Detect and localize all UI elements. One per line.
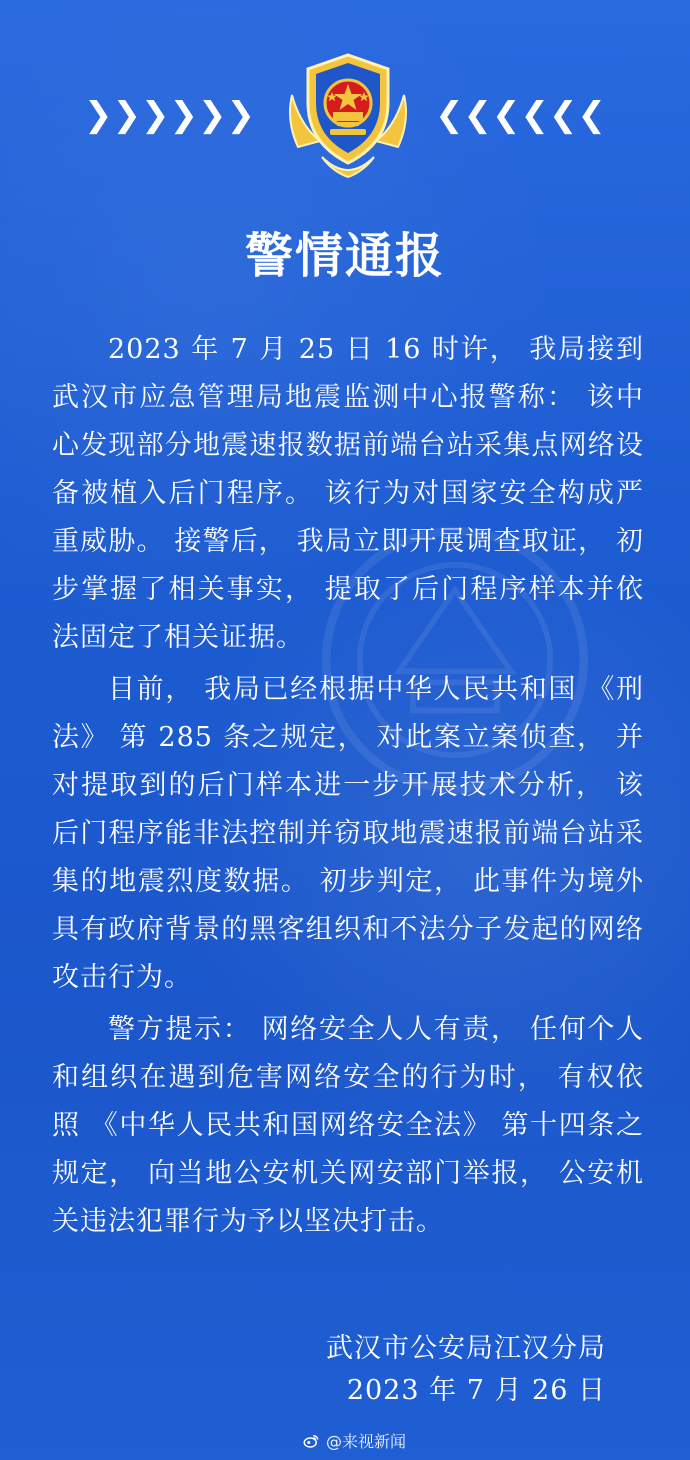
signature-org: 武汉市公安局江汉分局 [326,1333,606,1364]
signature-date: 2023 年 7 月 26 日 [346,1375,606,1406]
paragraph-1: 2023 年 7 月 25 日 16 时许， 我局接到武汉市应急管理局地震监测中心报警称： 该中心发现部分地震速报数据前端台站采集点网络设备被植入后门程序。 该行为对国家安全构成严重威胁。 接警后， 我局立即开展调查取证， 初步掌握了相关事实， 提取了后门程序样本并依法固定了相关证据。 [52,334,644,653]
weibo-icon [302,1432,320,1450]
source-tag [302,1429,406,1452]
right-chevron-decoration: ❮❮❮❮❮❮ [435,95,606,135]
signature-block [326,1328,606,1412]
page-title: 警情通报 [244,228,445,284]
left-chevron-decoration: ❯❯❯❯❯❯ [84,95,255,135]
source-label: @来视新闻 [325,1432,406,1451]
police-emblem-icon [278,45,418,190]
paragraph-3: 警方提示： 网络安全人人有责， 任何个人和组织在遇到危害网络安全的行为时， 有权依照 《中华人民共和国网络安全法》 第十四条之规定， 向当地公安机关网安部门举报， 公安机关违法犯罪行为予以坚决打击。 [52,1014,644,1237]
document-body [52,326,644,1250]
header [0,0,690,300]
paragraph-2: 目前， 我局已经根据中华人民共和国 《刑法》 第 285 条之规定， 对此案立案侦查， 并对提取到的后门样本进一步开展技术分析， 该后门程序能非法控制并窃取地震速报前端台站采集的地震烈度数据。 初步判定， 此事件为境外具有政府背景的黑客组织和不法分子发起的网络攻击行为。 [52,674,644,993]
